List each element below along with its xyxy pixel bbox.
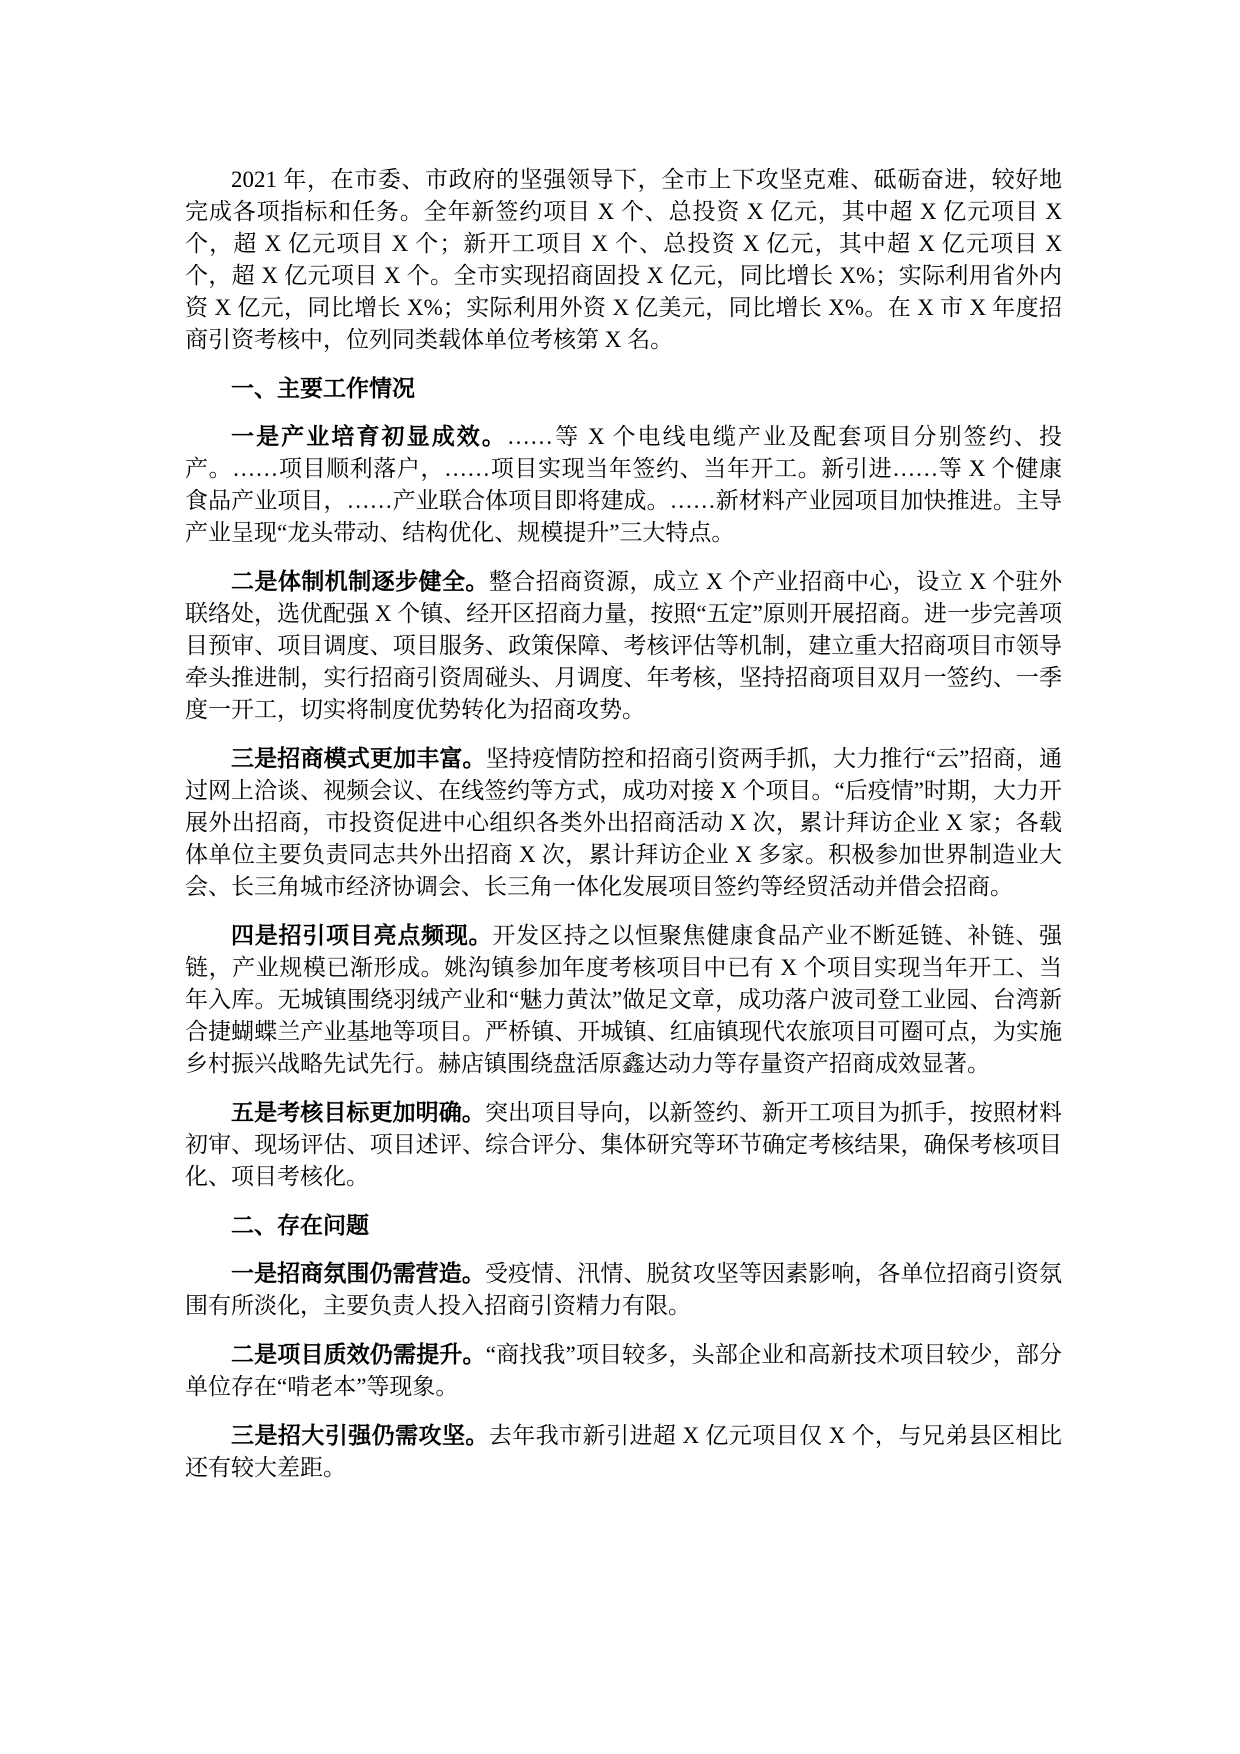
paragraph-lead: 二是项目质效仍需提升。	[231, 1341, 486, 1367]
paragraph-body: 整合招商资源，成立 X 个产业招商中心，设立 X 个驻外联络处，选优配强 X 个镇、经开区招商力量，按照“五定”原则开展招商。进一步完善项目预审、项目调度、项目服务、政策保障、考核评估等机制，建立重大招商项目市领导牵头推进制，实行招商引资周碰头、月调度、年考核，坚持招商项目双月一签约、一季度一开工，切实将制度优势转化为招商攻势。	[185, 569, 1062, 722]
paragraph	[185, 1096, 1062, 1193]
paragraph-body: 突出项目导向，以新签约、新开工项目为抓手，按照材料初审、现场评估、项目述评、综合评分、集体研究等环节确定考核结果，确保考核项目化、项目考核化。	[185, 1100, 1063, 1189]
paragraph-lead: 四是招引项目亮点频现。	[231, 922, 493, 948]
paragraph-body: 开发区持之以恒聚焦健康食品产业不断延链、补链、强链，产业规模已渐形成。姚沟镇参加年度考核项目中已有 X 个项目实现当年开工、当年入库。无城镇围绕羽绒产业和“魅力黄汰”做足文章，成功落户波司登工业园、台湾新合捷蝴蝶兰产业基地等项目。严桥镇、开城镇、红庙镇现代农旅项目可圈可点，为实施乡村振兴战略先试先行。赫店镇围绕盘活原鑫达动力等存量资产招商成效显著。	[185, 923, 1063, 1076]
paragraph-lead: 五是考核目标更加明确。	[231, 1099, 485, 1125]
paragraph	[185, 1338, 1062, 1403]
paragraph-body: 去年我市新引进超 X 亿元项目仅 X 个，与兄弟县区相比还有较大差距。	[185, 1423, 1062, 1480]
paragraph	[185, 565, 1062, 726]
paragraph-body: “商找我”项目较多，头部企业和高新技术项目较少，部分单位存在“啃老本”等现象。	[185, 1342, 1063, 1399]
section-heading-main-work: 一、主要工作情况	[231, 375, 415, 401]
paragraph-lead: 一是招商氛围仍需营造。	[231, 1260, 485, 1286]
paragraph-lead: 三是招商模式更加丰富。	[231, 745, 486, 771]
paragraph	[185, 742, 1062, 903]
paragraph	[185, 919, 1062, 1080]
paragraph-body: 坚持疫情防控和招商引资两手抓，大力推行“云”招商，通过网上洽谈、视频会议、在线签约等方式，成功对接 X 个项目。“后疫情”时期，大力开展外出招商，市投资促进中心组织各类外出招商活动 X 次，累计拜访企业 X 家；各载体单位主要负责同志共外出招商 X 次，累计拜访企业 X 多家。积极参加世界制造业大会、长三角城市经济协调会、长三角一体化发展项目签约等经贸活动并借会招商。	[185, 746, 1063, 899]
paragraph-lead: 三是招大引强仍需攻坚。	[231, 1422, 489, 1448]
section-heading-problems: 二、存在问题	[231, 1212, 369, 1238]
paragraph	[185, 420, 1062, 549]
paragraph	[185, 1419, 1062, 1484]
paragraph	[185, 1257, 1062, 1322]
intro-paragraph: 2021 年，在市委、市政府的坚强领导下，全市上下攻坚克难、砥砺奋进，较好地完成各项指标和任务。全年新签约项目 X 个、总投资 X 亿元，其中超 X 亿元项目 X 个，超 X 亿元项目 X 个；新开工项目 X 个、总投资 X 亿元，其中超 X 亿元项目 X 个，超 X 亿元项目 X 个。全市实现招商固投 X 亿元，同比增长 X%；实际利用省外内资 X 亿元，同比增长 X%；实际利用外资 X 亿美元，同比增长 X%。在 X 市 X 年度招商引资考核中，位列同类载体单位考核第 X 名。	[185, 167, 1062, 352]
paragraph-lead: 二是体制机制逐步健全。	[231, 568, 489, 594]
paragraph-lead: 一是产业培育初显成效。	[231, 423, 507, 449]
paragraph-body: 受疫情、汛情、脱贫攻坚等因素影响，各单位招商引资氛围有所淡化，主要负责人投入招商引资精力有限。	[185, 1261, 1063, 1318]
paragraph-body: ……等 X 个电线电缆产业及配套项目分别签约、投产。……项目顺利落户，……项目实现当年签约、当年开工。新引进……等 X 个健康食品产业项目，……产业联合体项目即将建成。……新材料产业园项目加快推进。主导产业呈现“龙头带动、结构优化、规模提升”三大特点。	[185, 424, 1062, 545]
